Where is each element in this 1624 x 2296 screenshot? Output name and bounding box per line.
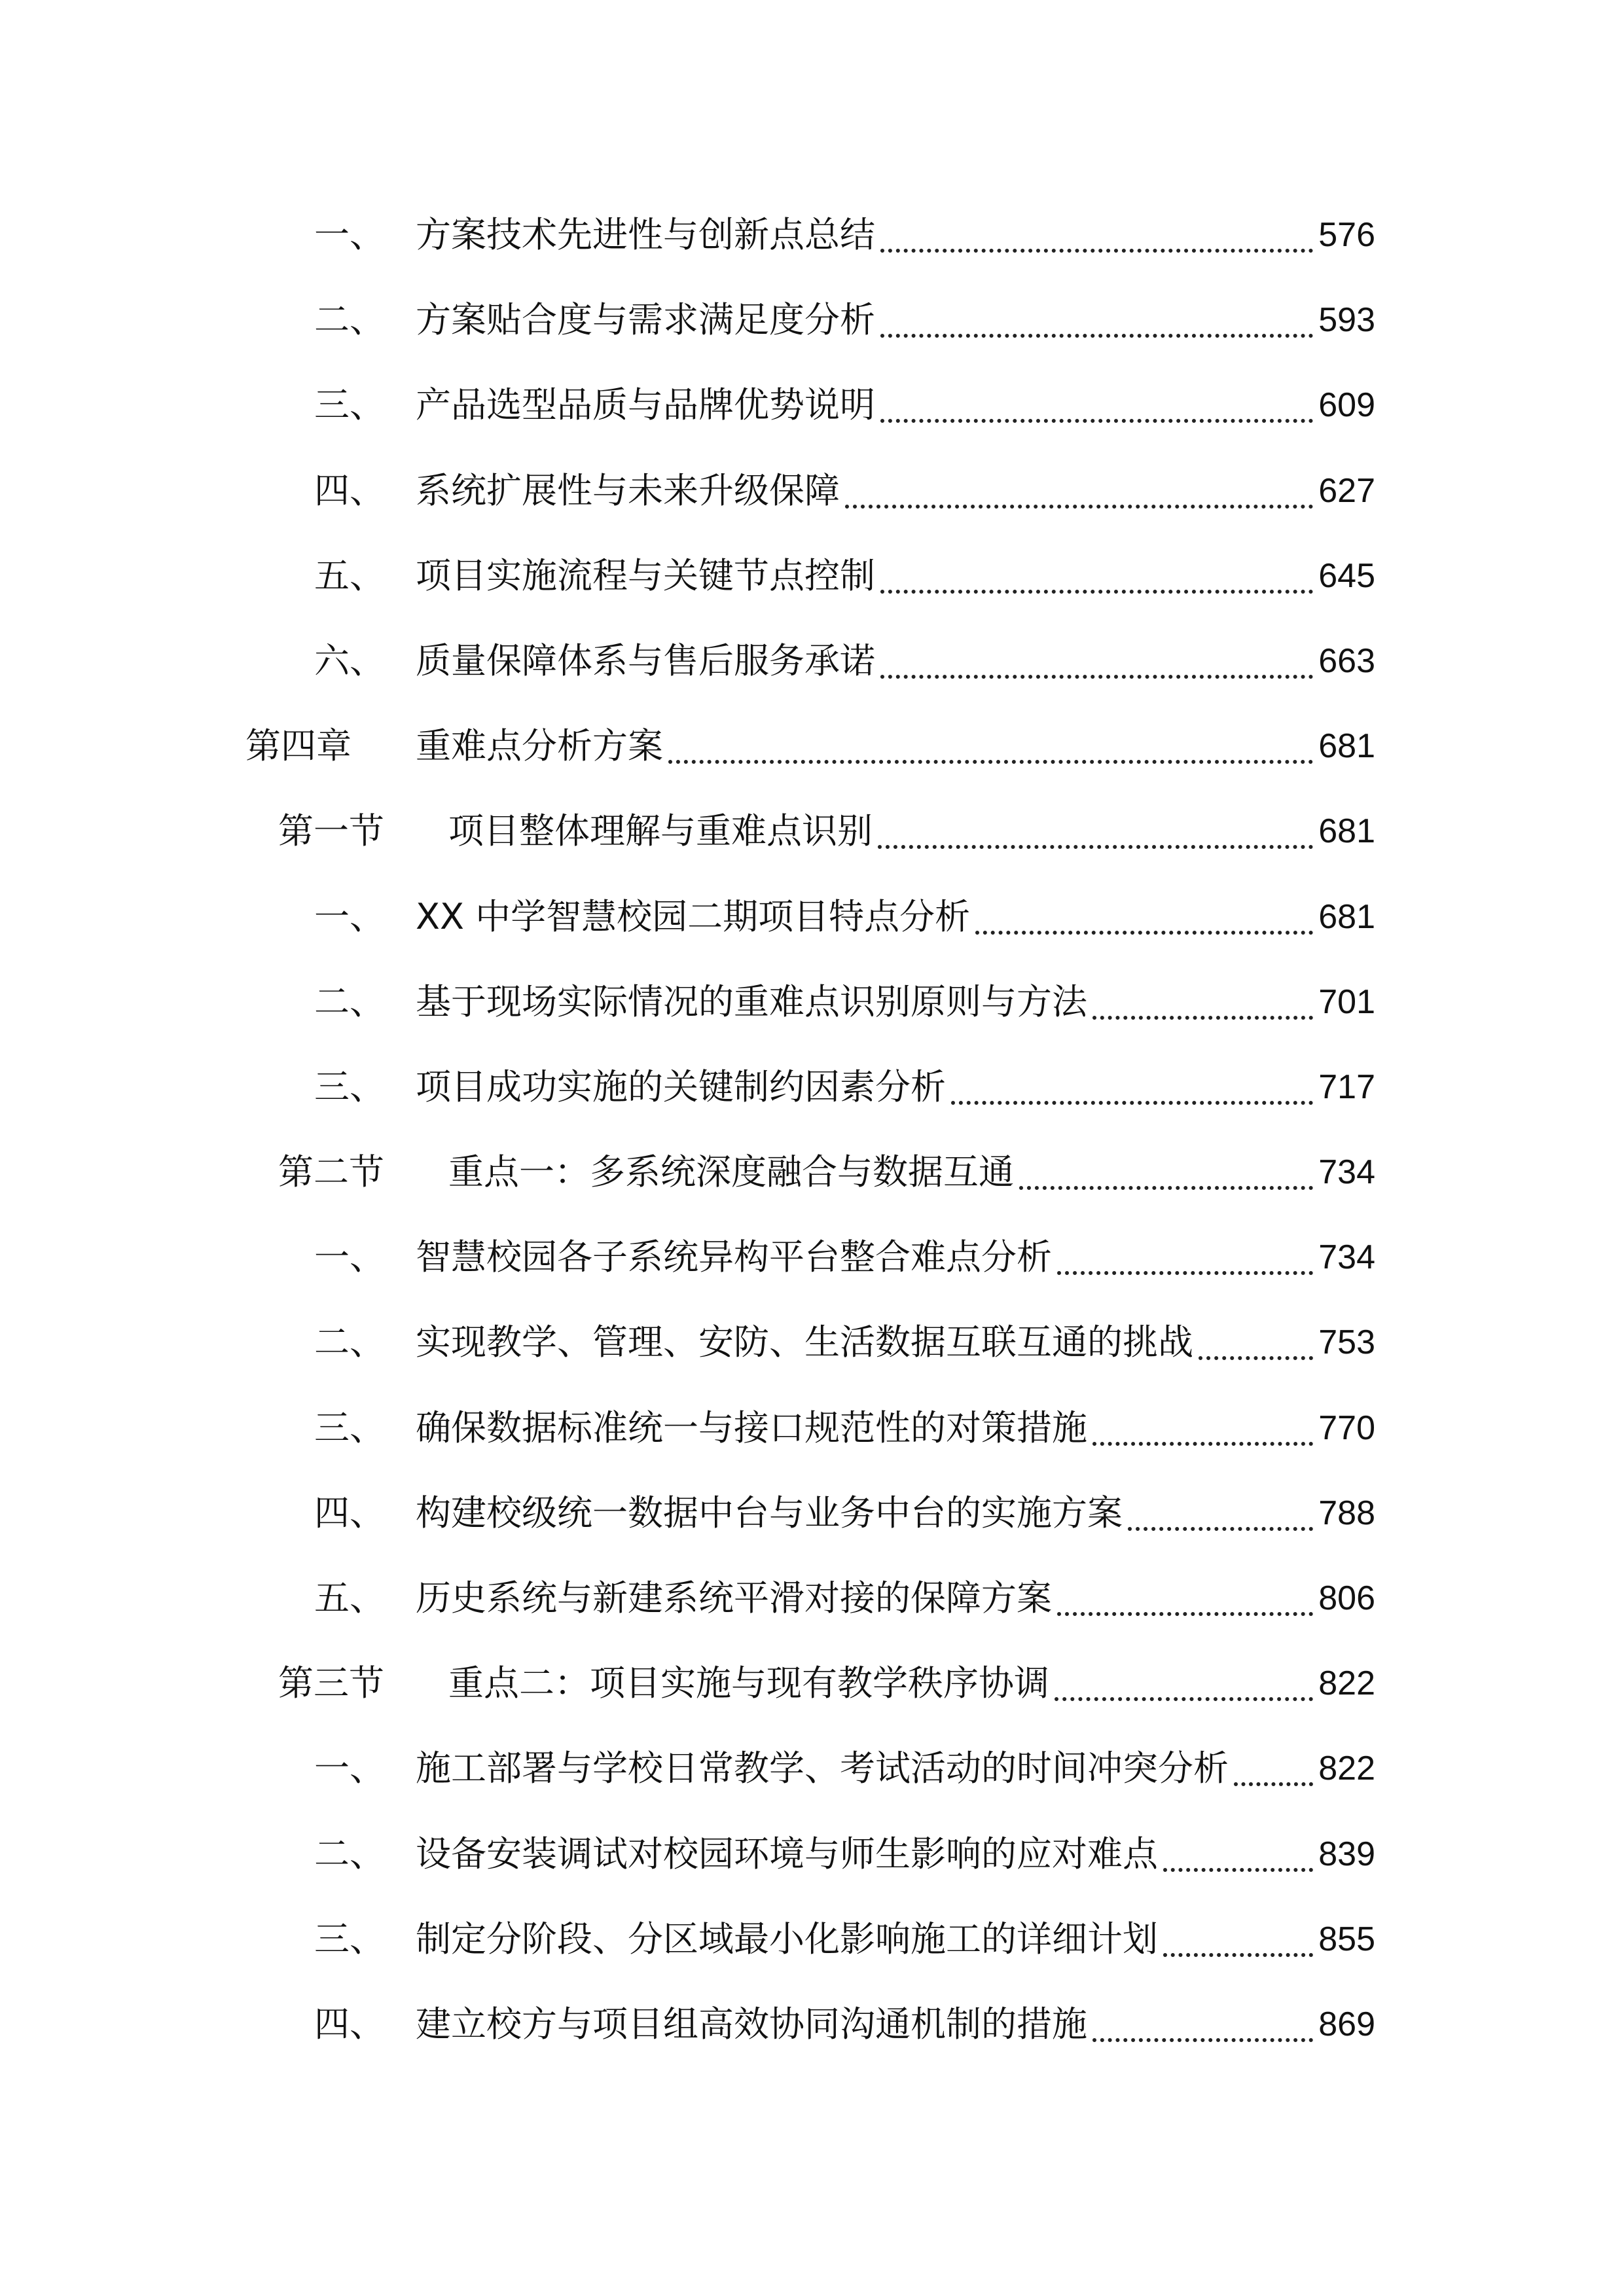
toc-entry-number: 四、 xyxy=(314,1492,385,1534)
toc-dot-leader xyxy=(1057,1271,1313,1275)
toc-entry[interactable] xyxy=(0,211,1624,296)
toc-entry-title: 重难点分析方案 xyxy=(416,725,663,767)
toc-entry[interactable] xyxy=(0,1830,1624,1915)
toc-entry-title: 历史系统与新建系统平滑对接的保障方案 xyxy=(416,1577,1052,1619)
toc-dot-leader xyxy=(1055,1697,1313,1701)
toc-entry-number: 二、 xyxy=(314,1321,385,1363)
toc-entry[interactable] xyxy=(0,978,1624,1063)
toc-entry[interactable] xyxy=(0,637,1624,722)
toc-entry-number: 第四章 xyxy=(245,725,352,767)
toc-entry-page-number: 869 xyxy=(1318,2005,1375,2043)
toc-entry-number: 三、 xyxy=(314,384,385,426)
toc-dot-leader xyxy=(878,845,1313,849)
toc-entry-page-number: 806 xyxy=(1318,1579,1375,1617)
toc-dot-leader xyxy=(975,931,1313,935)
toc-entry-page-number: 753 xyxy=(1318,1323,1375,1362)
toc-entry-number: 一、 xyxy=(314,1236,385,1278)
toc-entry-title: 设备安装调试对校园环境与师生影响的应对难点 xyxy=(416,1833,1158,1874)
toc-entry-title: 项目整体理解与重难点识别 xyxy=(448,810,873,852)
toc-entry-number: 一、 xyxy=(314,895,385,937)
toc-entry-number: 二、 xyxy=(314,299,385,341)
toc-dot-leader xyxy=(880,249,1313,253)
toc-entry-title: 施工部署与学校日常教学、考试活动的时间冲突分析 xyxy=(416,1748,1229,1789)
toc-dot-leader xyxy=(1234,1782,1313,1786)
toc-dot-leader xyxy=(1092,1442,1313,1446)
toc-entry-title: 智慧校园各子系统异构平台整合难点分析 xyxy=(416,1236,1052,1278)
toc-entry-number: 三、 xyxy=(314,1066,385,1107)
toc-entry[interactable] xyxy=(0,1574,1624,1659)
toc-entry-title: 系统扩展性与未来升级保障 xyxy=(416,469,840,511)
toc-entry-title: 项目实施流程与关键节点控制 xyxy=(416,554,875,596)
toc-entry[interactable] xyxy=(0,552,1624,637)
toc-entry-number: 第三节 xyxy=(278,1662,384,1704)
toc-entry[interactable] xyxy=(0,1318,1624,1403)
toc-entry[interactable] xyxy=(0,1659,1624,1744)
toc-entry-page-number: 681 xyxy=(1318,897,1375,936)
toc-entry-number: 六、 xyxy=(314,639,385,681)
toc-entry[interactable] xyxy=(0,2000,1624,2085)
toc-entry-page-number: 576 xyxy=(1318,216,1375,254)
toc-entry[interactable] xyxy=(0,1404,1624,1489)
toc-entry-page-number: 593 xyxy=(1318,301,1375,340)
toc-entry[interactable] xyxy=(0,467,1624,552)
toc-entry-number: 四、 xyxy=(314,2003,385,2045)
toc-entry[interactable] xyxy=(0,1915,1624,2000)
toc-entry-page-number: 681 xyxy=(1318,812,1375,851)
toc-dot-leader xyxy=(880,675,1313,679)
toc-entry-number: 三、 xyxy=(314,1407,385,1448)
toc-entry[interactable] xyxy=(0,722,1624,807)
toc-entry-number: 一、 xyxy=(314,214,385,255)
toc-entry-number: 五、 xyxy=(314,554,385,596)
toc-entry-number: 第二节 xyxy=(278,1151,384,1193)
toc-entry-title: 确保数据标准统一与接口规范性的对策措施 xyxy=(416,1407,1087,1448)
toc-entry-number: 一、 xyxy=(314,1748,385,1789)
toc-entry-title: 构建校级统一数据中台与业务中台的实施方案 xyxy=(416,1492,1123,1534)
toc-entry-title: 质量保障体系与售后服务承诺 xyxy=(416,639,875,681)
toc-entry-page-number: 822 xyxy=(1318,1749,1375,1788)
toc-entry[interactable] xyxy=(0,1063,1624,1148)
toc-dot-leader xyxy=(1019,1186,1313,1190)
toc-dot-leader xyxy=(880,334,1313,338)
toc-entry-page-number: 609 xyxy=(1318,386,1375,425)
toc-entry-title: 建立校方与项目组高效协同沟通机制的措施 xyxy=(416,2003,1087,2045)
toc-dot-leader xyxy=(951,1101,1313,1105)
toc-entry[interactable] xyxy=(0,1489,1624,1574)
toc-entry-page-number: 734 xyxy=(1318,1153,1375,1192)
toc-entry-page-number: 734 xyxy=(1318,1238,1375,1277)
toc-dot-leader xyxy=(668,760,1313,764)
toc-entry-number: 三、 xyxy=(314,1918,385,1960)
toc-entry[interactable] xyxy=(0,1148,1624,1233)
toc-entry-title: XX 中学智慧校园二期项目特点分析 xyxy=(416,895,971,937)
toc-entry-page-number: 822 xyxy=(1318,1664,1375,1703)
toc-entry-page-number: 681 xyxy=(1318,727,1375,766)
toc-entry-title: 重点一：多系统深度融合与数据互通 xyxy=(448,1151,1014,1193)
toc-entry[interactable] xyxy=(0,807,1624,892)
toc-entry-number: 四、 xyxy=(314,469,385,511)
toc-entry[interactable] xyxy=(0,381,1624,466)
toc-entry-page-number: 788 xyxy=(1318,1494,1375,1532)
toc-entry-page-number: 855 xyxy=(1318,1920,1375,1958)
toc-dot-leader xyxy=(1092,1016,1313,1020)
toc-entry-page-number: 701 xyxy=(1318,982,1375,1021)
toc-entry-title: 重点二：项目实施与现有教学秩序协调 xyxy=(448,1662,1049,1704)
toc-entry-page-number: 770 xyxy=(1318,1408,1375,1447)
toc-entry-title: 基于现场实际情况的重难点识别原则与方法 xyxy=(416,980,1087,1022)
toc-dot-leader xyxy=(1163,1868,1313,1872)
toc-dot-leader xyxy=(1092,2038,1313,2042)
toc-entry-title: 实现教学、管理、安防、生活数据互联互通的挑战 xyxy=(416,1321,1193,1363)
toc-entry-number: 二、 xyxy=(314,1833,385,1874)
toc-entry-title: 方案贴合度与需求满足度分析 xyxy=(416,299,875,341)
toc-dot-leader xyxy=(880,590,1313,594)
toc-dot-leader xyxy=(1199,1356,1313,1360)
toc-entry[interactable] xyxy=(0,1233,1624,1318)
toc-entry-page-number: 839 xyxy=(1318,1835,1375,1873)
toc-entry-title: 制定分阶段、分区域最小化影响施工的详细计划 xyxy=(416,1918,1158,1960)
toc-entry-number: 五、 xyxy=(314,1577,385,1619)
toc-dot-leader xyxy=(880,419,1313,423)
toc-entry-page-number: 645 xyxy=(1318,556,1375,595)
toc-dot-leader xyxy=(1163,1953,1313,1957)
toc-dot-leader xyxy=(1057,1612,1313,1616)
toc-dot-leader xyxy=(1128,1527,1313,1531)
toc-entry[interactable] xyxy=(0,1744,1624,1829)
table-of-contents xyxy=(0,211,1624,2085)
toc-entry-number: 二、 xyxy=(314,980,385,1022)
toc-entry[interactable] xyxy=(0,893,1624,978)
toc-dot-leader xyxy=(845,505,1313,509)
toc-entry-page-number: 717 xyxy=(1318,1067,1375,1106)
toc-entry-title: 项目成功实施的关键制约因素分析 xyxy=(416,1066,946,1107)
toc-entry-page-number: 663 xyxy=(1318,641,1375,680)
toc-entry[interactable] xyxy=(0,296,1624,381)
toc-entry-number: 第一节 xyxy=(278,810,384,852)
toc-entry-page-number: 627 xyxy=(1318,471,1375,510)
toc-entry-title: 方案技术先进性与创新点总结 xyxy=(416,214,875,255)
toc-entry-title: 产品选型品质与品牌优势说明 xyxy=(416,384,875,426)
